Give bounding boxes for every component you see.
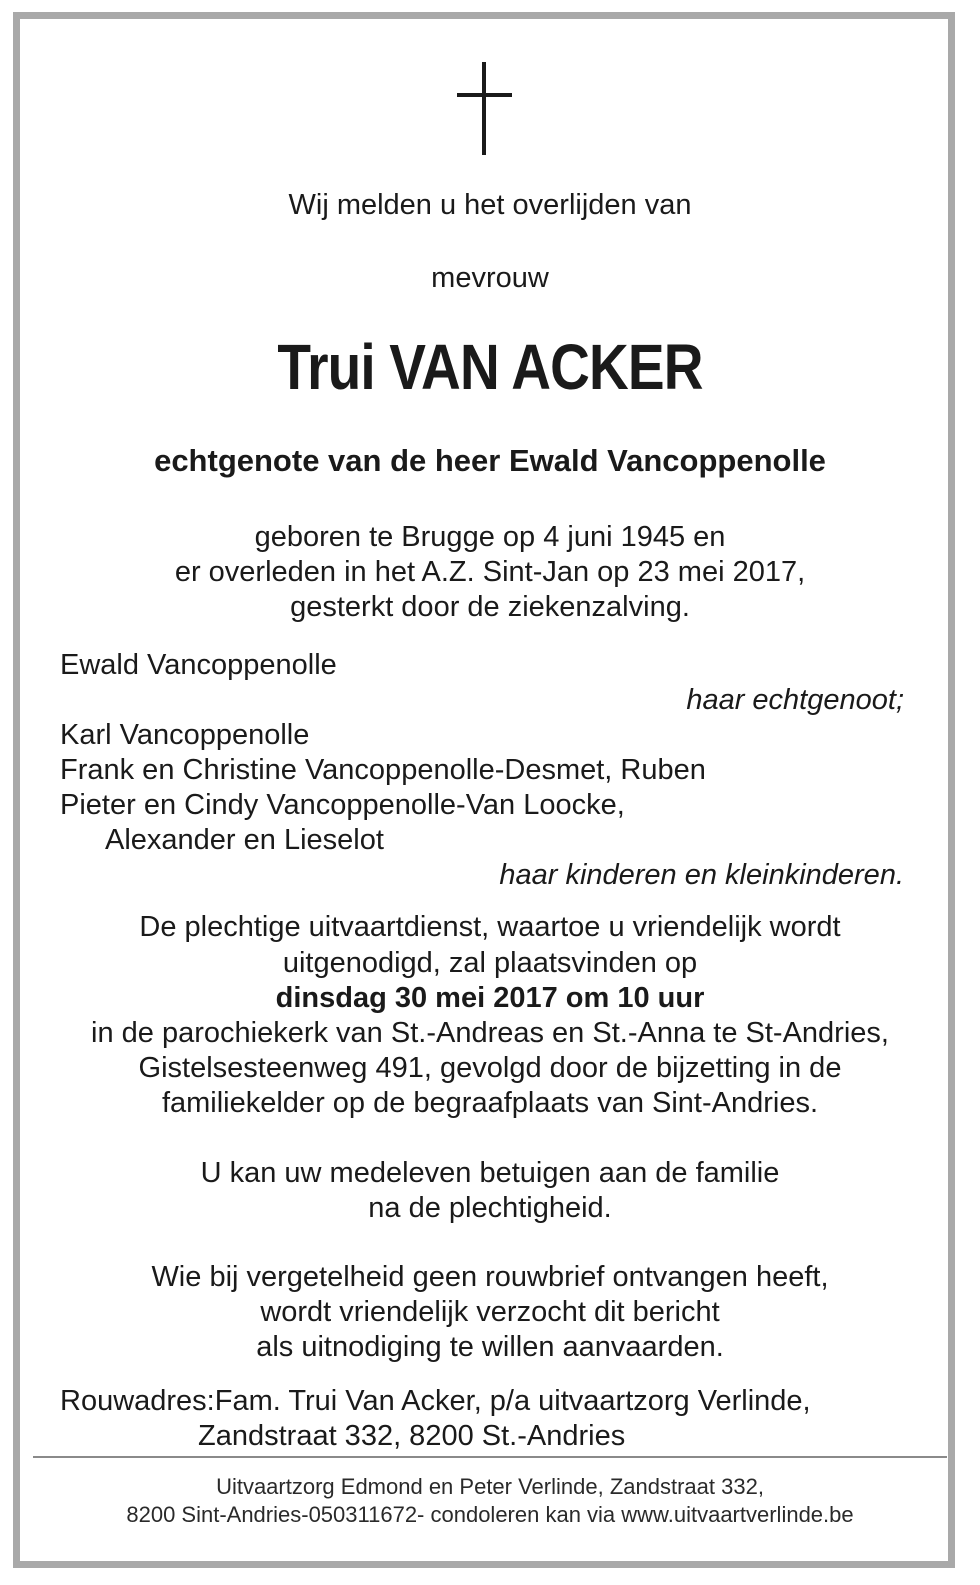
notice-line: Wie bij vergetelheid geen rouwbrief ontvangen heeft, [151,1261,829,1293]
notice-line: wordt vriendelijk verzocht dit bericht [260,1296,720,1328]
footer-divider [33,1456,947,1458]
mourner-spouse-role: haar echtgenoot; [686,684,904,716]
notice-line: als uitnodiging te willen aanvaarden. [256,1331,724,1363]
funeral-home-contact: 8200 Sint-Andries-050311672- condoleren kan via www.uitvaartverlinde.be [126,1502,854,1527]
service-line: De plechtige uitvaartdienst, waartoe u vriendelijk wordt [139,911,841,943]
mourning-address: Rouwadres:Fam. Trui Van Acker, p/a uitvaartzorg Verlinde, [60,1385,811,1417]
condolence-line: U kan uw medeleven betuigen aan de familie [200,1157,780,1189]
honorific: mevrouw [431,262,549,294]
service-location: in de parochiekerk van St.-Andreas en St.-Anna te St-Andries, [91,1017,889,1049]
death-line: er overleden in het A.Z. Sint-Jan op 23 mei 2017, [174,556,806,588]
mourner-children-role: haar kinderen en kleinkinderen. [499,859,904,891]
condolence-line: na de plechtigheid. [368,1192,612,1224]
mourning-address-street: Zandstraat 332, 8200 St.-Andries [198,1420,626,1452]
deceased-name: Trui VAN ACKER [277,331,703,403]
service-datetime: dinsdag 30 mei 2017 om 10 uur [275,982,705,1014]
spouse-line: echtgenote van de heer Ewald Vancoppenolle [154,443,826,478]
funeral-home-line: Uitvaartzorg Edmond en Peter Verlinde, Zandstraat 332, [216,1474,764,1499]
service-burial: familiekelder op de begraafplaats van Sint-Andries. [161,1087,819,1119]
mourner-child: Karl Vancoppenolle [60,719,310,751]
intro-text: Wij melden u het overlijden van [288,189,692,221]
mourner-child: Frank en Christine Vancoppenolle-Desmet, Ruben [60,754,706,786]
service-address: Gistelsesteenweg 491, gevolgd door de bijzetting in de [138,1052,842,1084]
mourner-spouse: Ewald Vancoppenolle [60,649,337,681]
mourner-child: Pieter en Cindy Vancoppenolle-Van Loocke, [60,789,625,821]
service-line: uitgenodigd, zal plaatsvinden op [282,947,698,979]
mourner-grandchildren: Alexander en Lieselot [105,824,384,856]
sacrament-line: gesterkt door de ziekenzalving. [290,591,690,623]
birth-line: geboren te Brugge op 4 juni 1945 en [254,521,726,553]
